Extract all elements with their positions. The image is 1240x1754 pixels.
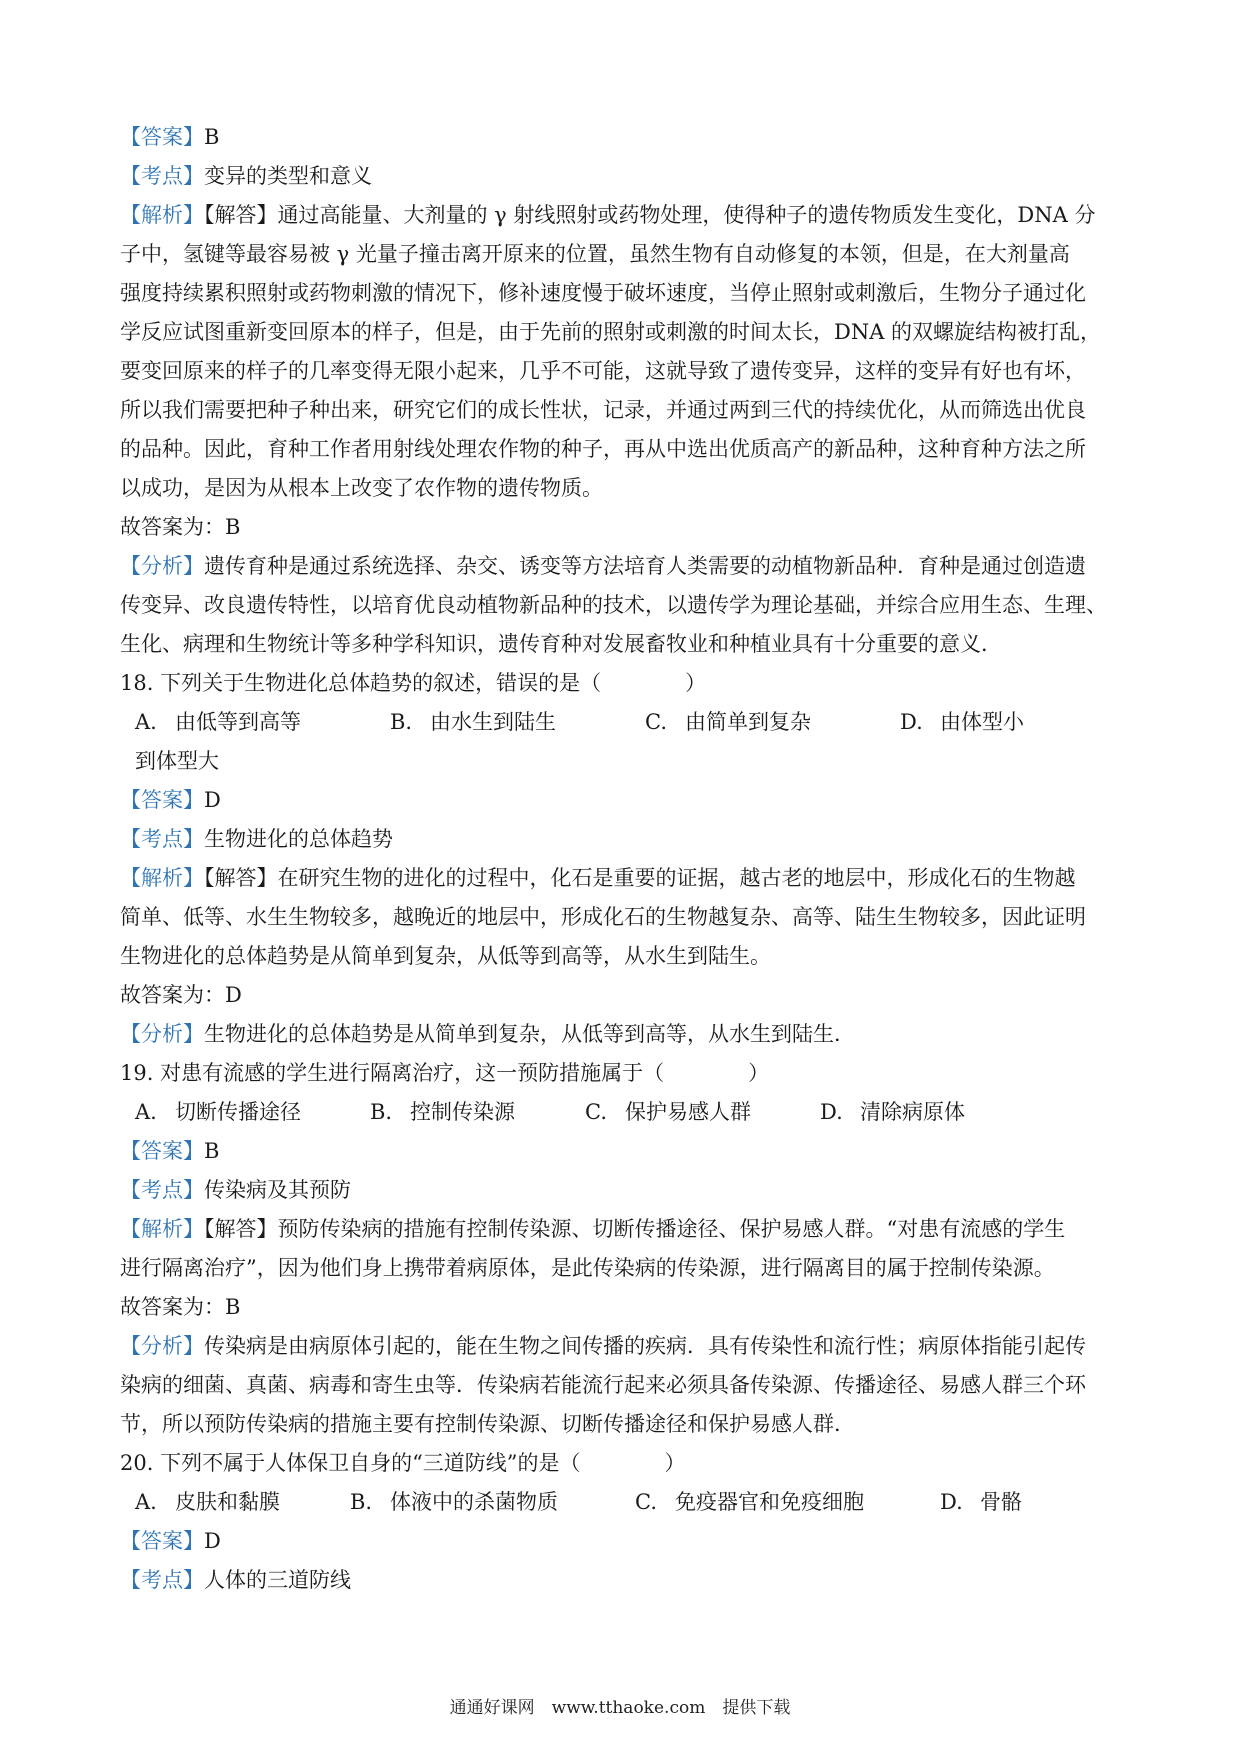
text-line: 20. 下列不属于人体保卫自身的“三道防线”的是（ ） <box>120 1451 686 1475</box>
section-tag: 【答案】 <box>120 1529 204 1553</box>
paragraph-line <box>120 391 1130 430</box>
option-label: B. <box>390 710 413 734</box>
paragraph-text: 节，所以预防传染病的措施主要有控制传染源、切断传播途径和保护易感人群． <box>120 1412 855 1436</box>
section-tag: 【分析】 <box>120 1334 204 1358</box>
tagged-text: 生物进化的总体趋势是从简单到复杂，从低等到高等，从水生到陆生． <box>204 1022 855 1046</box>
paragraph-text: 染病的细菌、真菌、病毒和寄生虫等．传染病若能流行起来必须具备传染源、传播途径、易感人群三个环 <box>120 1373 1086 1397</box>
text-line: 故答案为：B <box>120 515 241 539</box>
answer-option <box>135 1093 370 1132</box>
option-text: 由水生到陆生 <box>430 710 556 734</box>
paragraph-line <box>120 898 1130 937</box>
option-text: 免疫器官和免疫细胞 <box>675 1490 864 1514</box>
option-text: 清除病原体 <box>860 1100 965 1124</box>
option-label: C. <box>585 1100 607 1124</box>
text-line: 19. 对患有流感的学生进行隔离治疗，这一预防措施属于（ ） <box>120 1061 770 1085</box>
option-text: 切断传播途径 <box>175 1100 301 1124</box>
tagged-line <box>120 1561 1130 1600</box>
section-tag: 【分析】 <box>120 554 204 578</box>
option-label: D. <box>900 710 923 734</box>
section-tag: 【答案】 <box>120 1139 204 1163</box>
section-tag: 【答案】 <box>120 125 204 149</box>
answer-option <box>390 703 645 742</box>
option-label: A. <box>135 1490 157 1514</box>
answer-options <box>120 703 1130 742</box>
option-text: 体液中的杀菌物质 <box>390 1490 558 1514</box>
answer-option <box>350 1483 635 1522</box>
answer-option <box>940 1483 1090 1522</box>
paragraph-line <box>120 235 1130 274</box>
paragraph-line <box>120 547 1130 586</box>
paragraph-text: 【解答】通过高能量、大剂量的 γ 射线照射或药物处理，使得种子的遗传物质发生变化，DNA 分 <box>204 203 1096 227</box>
tagged-text: B <box>204 125 220 149</box>
section-tag: 【考点】 <box>120 164 204 188</box>
tagged-text: D <box>204 1529 221 1553</box>
paragraph-text: 所以我们需要把种子种出来，研究它们的成长性状，记录，并通过两到三代的持续优化，从而筛选出优良 <box>120 398 1086 422</box>
paragraph-line <box>120 586 1130 625</box>
paragraph-line <box>120 352 1130 391</box>
tagged-line <box>120 820 1130 859</box>
paragraph-text: 以成功，是因为从根本上改变了农作物的遗传物质。 <box>120 476 603 500</box>
section-tag: 【分析】 <box>120 1022 204 1046</box>
answer-option <box>370 1093 585 1132</box>
answer-option <box>820 1093 1020 1132</box>
tagged-line <box>120 118 1130 157</box>
answer-option <box>900 703 1130 742</box>
section-tag: 【考点】 <box>120 1178 204 1202</box>
paragraph-text: 要变回原来的样子的几率变得无限小起来，几乎不可能，这就导致了遗传变异，这样的变异有好也有坏， <box>120 359 1086 383</box>
paragraph-text: 传变异、改良遗传特性，以培育优良动植物新品种的技术，以遗传学为理论基础，并综合应用生态、生理、 <box>120 593 1107 617</box>
section-tag: 【解析】 <box>120 203 204 227</box>
paragraph-text: 进行隔离治疗”，因为他们身上携带着病原体，是此传染病的传染源，进行隔离目的属于控制传染源。 <box>120 1256 1055 1280</box>
section-tag: 【解析】 <box>120 1217 204 1241</box>
paragraph-text: 学反应试图重新变回原本的样子，但是，由于先前的照射或刺激的时间太长，DNA 的双螺旋结构被打乱， <box>120 320 1102 344</box>
paragraph-text: 简单、低等、水生生物较多，越晚近的地层中，形成化石的生物越复杂、高等、陆生生物较多，因此证明 <box>120 905 1086 929</box>
answer-option <box>645 703 900 742</box>
paragraph-text: 【解答】预防传染病的措施有控制传染源、切断传播途径、保护易感人群。“对患有流感的学生 <box>204 1217 1066 1241</box>
tagged-text: D <box>204 788 221 812</box>
tagged-line <box>120 1015 1130 1054</box>
paragraph-text: 【解答】在研究生物的进化的过程中，化石是重要的证据，越古老的地层中，形成化石的生物越 <box>204 866 1076 890</box>
paragraph-text: 强度持续累积照射或药物刺激的情况下，修补速度慢于破坏速度，当停止照射或刺激后，生物分子通过化 <box>120 281 1086 305</box>
option-label: C. <box>645 710 667 734</box>
paragraph-line <box>120 625 1130 664</box>
paragraph-text: 的品种。因此，育种工作者用射线处理农作物的种子，再从中选出优质高产的新品种，这种育种方法之所 <box>120 437 1086 461</box>
section-tag: 【解析】 <box>120 866 204 890</box>
paragraph-line <box>120 274 1130 313</box>
paragraph-line <box>120 1210 1130 1249</box>
tagged-text: 变异的类型和意义 <box>204 164 372 188</box>
section-tag: 【考点】 <box>120 1568 204 1592</box>
answer-options <box>120 1093 1130 1132</box>
option-label: A. <box>135 1100 157 1124</box>
answer-option <box>635 1483 940 1522</box>
option-text: 由简单到复杂 <box>685 710 811 734</box>
section-tag: 【答案】 <box>120 788 204 812</box>
paragraph-text: 遗传育种是通过系统选择、杂交、诱变等方法培育人类需要的动植物新品种．育种是通过创造遗 <box>204 554 1086 578</box>
option-text: 保护易感人群 <box>625 1100 751 1124</box>
tagged-line <box>120 781 1130 820</box>
tagged-line <box>120 1132 1130 1171</box>
option-label: C. <box>635 1490 657 1514</box>
answer-option <box>135 703 390 742</box>
tagged-text: 生物进化的总体趋势 <box>204 827 393 851</box>
text-line: 18. 下列关于生物进化总体趋势的叙述，错误的是（ ） <box>120 671 707 695</box>
text-line: 故答案为：B <box>120 1295 241 1319</box>
tagged-text: B <box>204 1139 220 1163</box>
document-content <box>120 118 1130 1600</box>
tagged-line <box>120 157 1130 196</box>
option-text: 控制传染源 <box>410 1100 515 1124</box>
answer-option <box>135 1483 350 1522</box>
paragraph-line <box>120 1327 1130 1366</box>
paragraph-line <box>120 469 1130 508</box>
paragraph-text: 传染病是由病原体引起的，能在生物之间传播的疾病．具有传染性和流行性；病原体指能引起传 <box>204 1334 1086 1358</box>
option-text: 骨骼 <box>980 1490 1022 1514</box>
paragraph-line <box>120 1366 1130 1405</box>
option-label: D. <box>940 1490 963 1514</box>
page-footer: 通通好课网 www.tthaoke.com 提供下载 <box>449 1698 791 1718</box>
option-label: D. <box>820 1100 843 1124</box>
paragraph-text: 生物进化的总体趋势是从简单到复杂，从低等到高等，从水生到陆生。 <box>120 944 771 968</box>
section-tag: 【考点】 <box>120 827 204 851</box>
text-line: 故答案为：D <box>120 983 242 1007</box>
tagged-line <box>120 1522 1130 1561</box>
paragraph-text: 生化、病理和生物统计等多种学科知识，遗传育种对发展畜牧业和种植业具有十分重要的意义． <box>120 632 1002 656</box>
paragraph-line <box>120 313 1130 352</box>
tagged-line <box>120 1171 1130 1210</box>
option-text: 由低等到高等 <box>175 710 301 734</box>
option-continuation: 到体型大 <box>135 749 219 773</box>
paragraph-line <box>120 937 1130 976</box>
tagged-text: 人体的三道防线 <box>204 1568 351 1592</box>
option-label: B. <box>350 1490 373 1514</box>
paragraph-line <box>120 1249 1130 1288</box>
option-text: 由体型小 <box>940 710 1024 734</box>
tagged-text: 传染病及其预防 <box>204 1178 351 1202</box>
option-label: B. <box>370 1100 393 1124</box>
paragraph-line <box>120 430 1130 469</box>
answer-option <box>585 1093 820 1132</box>
paragraph-line <box>120 859 1130 898</box>
option-text: 皮肤和黏膜 <box>175 1490 280 1514</box>
paragraph-line <box>120 196 1130 235</box>
paragraph-line <box>120 1405 1130 1444</box>
option-label: A. <box>135 710 157 734</box>
paragraph-text: 子中，氢键等最容易被 γ 光量子撞击离开原来的位置，虽然生物有自动修复的本领，但是，在大剂量高 <box>120 242 1070 266</box>
answer-options <box>120 1483 1130 1522</box>
